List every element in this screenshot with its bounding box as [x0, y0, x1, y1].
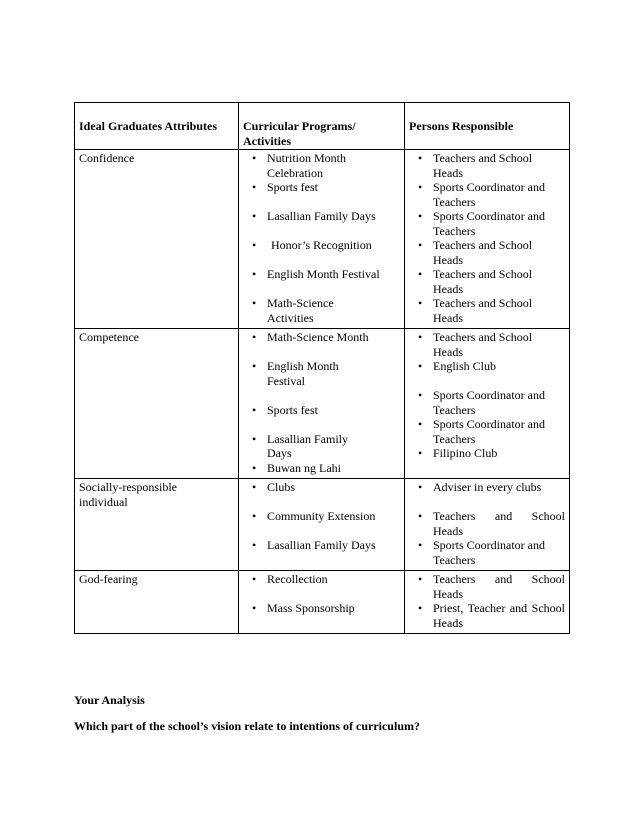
program-item: • Nutrition Month Celebration: [243, 151, 400, 180]
person-item: • Teachers and School Heads: [409, 296, 565, 325]
person-item: • Teachers and School Heads: [409, 509, 565, 538]
programs-cell: [239, 571, 405, 634]
table-row: [75, 150, 570, 329]
program-item: • Recollection: [243, 572, 400, 587]
program-item: • Math-Science Month: [243, 330, 400, 345]
table-header-row: [75, 103, 570, 150]
person-item: • Filipino Club: [409, 446, 565, 461]
header-programs: Curricular Programs/ Activities: [239, 103, 405, 150]
programs-cell: [239, 479, 405, 571]
person-item: • Adviser in every clubs: [409, 480, 565, 495]
programs-cell: [239, 329, 405, 479]
table-row: [75, 479, 570, 571]
person-item: • Sports Coordinator and Teachers: [409, 209, 565, 238]
person-item: • Teachers and School Heads: [409, 151, 565, 180]
person-item: • English Club: [409, 359, 565, 374]
program-item: • Lasallian Family Days: [243, 538, 400, 553]
program-item: • Lasallian Family Days: [243, 209, 400, 224]
person-item: • Sports Coordinator and Teachers: [409, 417, 565, 446]
curriculum-table: [74, 102, 570, 634]
table-row: [75, 329, 570, 479]
program-item: • Honor’s Recognition: [243, 238, 400, 253]
program-item: • Community Extension: [243, 509, 400, 524]
persons-cell: [405, 571, 570, 634]
person-item: • Sports Coordinator and Teachers: [409, 538, 565, 567]
program-item: • English Month Festival: [243, 359, 400, 388]
persons-cell: [405, 329, 570, 479]
program-item: • Sports fest: [243, 403, 400, 418]
program-item: • Buwan ng Lahi: [243, 461, 400, 476]
program-item: • Clubs: [243, 480, 400, 495]
program-item: • Lasallian Family Days: [243, 432, 400, 461]
person-item: • Priest, Teacher and School Heads: [409, 601, 565, 630]
attribute-cell: Socially-responsible individual: [75, 479, 239, 571]
persons-cell: [405, 479, 570, 571]
header-persons: Persons Responsible: [405, 103, 570, 150]
persons-cell: [405, 150, 570, 329]
program-item: • English Month Festival: [243, 267, 400, 282]
analysis-question: Which part of the school’s vision relate to intentions of curriculum?: [74, 719, 420, 733]
attribute-cell: God-fearing: [75, 571, 239, 634]
header-attributes: Ideal Graduates Attributes: [75, 103, 239, 150]
program-item: • Sports fest: [243, 180, 400, 195]
person-item: • Sports Coordinator and Teachers: [409, 180, 565, 209]
program-item: • Math-Science Activities: [243, 296, 400, 325]
person-item: • Teachers and School Heads: [409, 238, 565, 267]
table-row: [75, 571, 570, 634]
analysis-heading: Your Analysis: [74, 693, 145, 707]
programs-cell: [239, 150, 405, 329]
person-item: • Sports Coordinator and Teachers: [409, 388, 565, 417]
attribute-cell: Confidence: [75, 150, 239, 329]
program-item: • Mass Sponsorship: [243, 601, 400, 616]
person-item: • Teachers and School Heads: [409, 330, 565, 359]
person-item: • Teachers and School Heads: [409, 572, 565, 601]
attribute-cell: Competence: [75, 329, 239, 479]
person-item: • Teachers and School Heads: [409, 267, 565, 296]
